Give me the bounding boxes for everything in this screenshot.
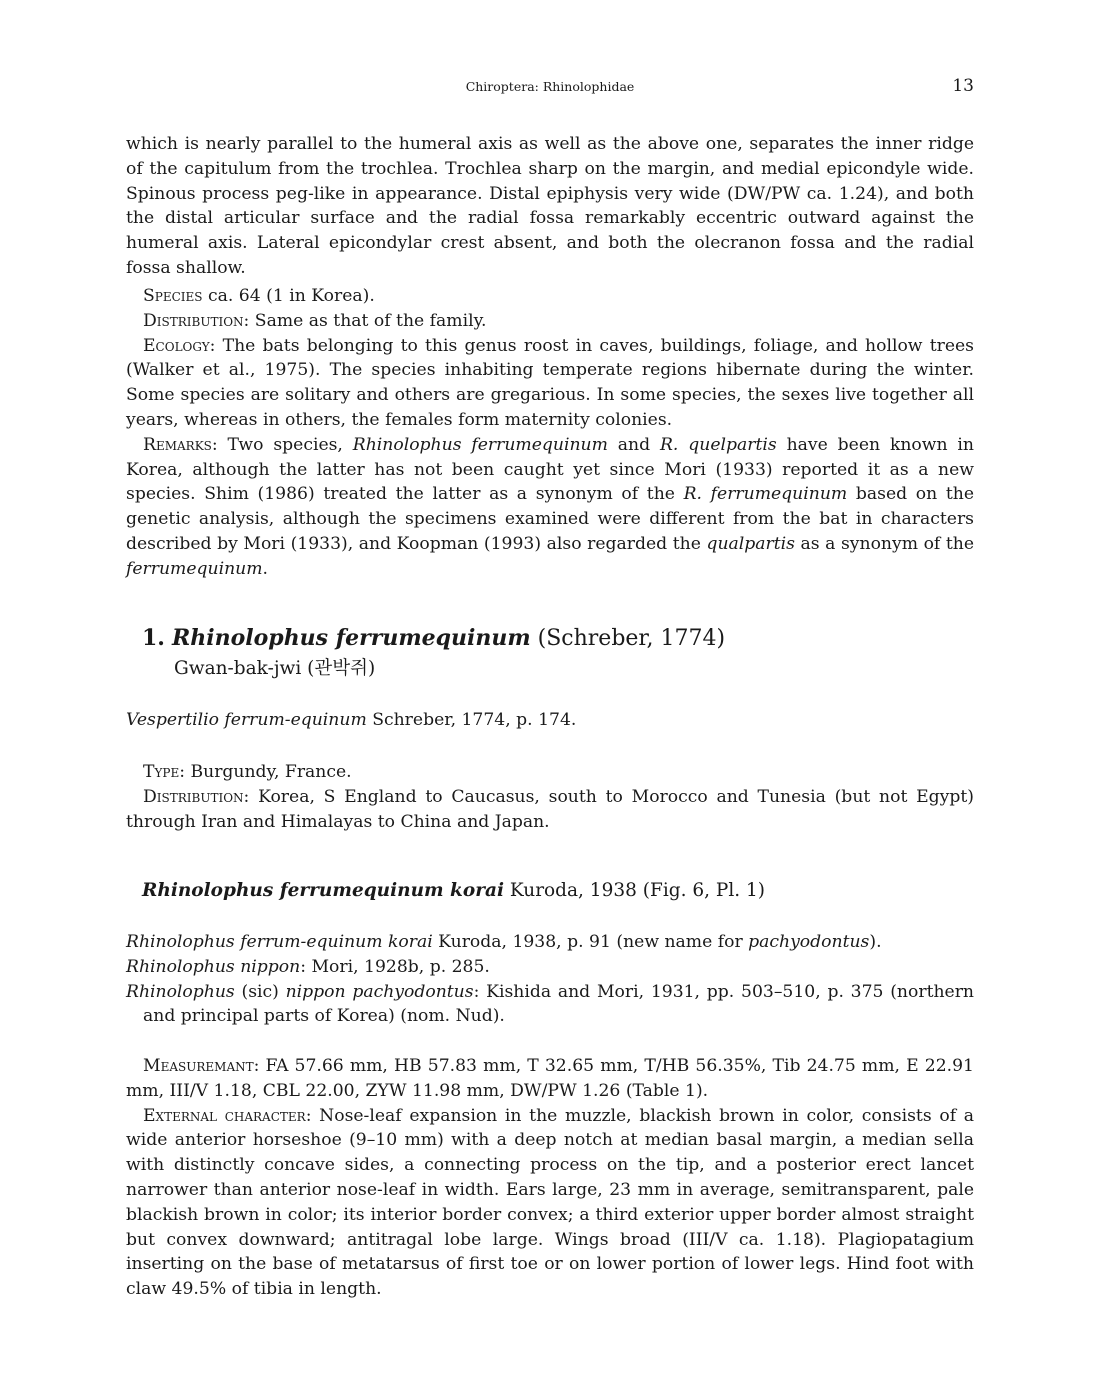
synonym-taxon: Rhinolophus bbox=[126, 981, 235, 1002]
type-text: : Burgundy, France. bbox=[179, 762, 352, 782]
species-distribution-label: Distribution bbox=[143, 786, 244, 807]
synonym-citation: : Kishida and Mori, 1931, pp. 503–510, p. 375 (northern and principal parts of Korea) (nom. Nud). bbox=[143, 981, 974, 1027]
external-character-paragraph bbox=[126, 1104, 974, 1302]
synonym-line bbox=[126, 930, 974, 955]
subspecies-name: Rhinolophus ferrumequinum korai bbox=[142, 880, 504, 901]
species-heading bbox=[142, 623, 982, 654]
species-count-paragraph bbox=[126, 284, 974, 309]
species-notes bbox=[126, 760, 974, 834]
measurement-text: : FA 57.66 mm, HB 57.83 mm, T 32.65 mm, T/HB 56.35%, Tib 24.75 mm, E 22.91 mm, III/V 1.18, CBL 22.00, ZYW 11.98 mm, DW/PW 1.26 (Table 1). bbox=[126, 1056, 974, 1101]
remarks-taxon-2: R. quelpartis bbox=[659, 434, 777, 455]
remarks-taxon-5: ferrumequinum bbox=[126, 558, 263, 579]
synonym-taxon: nippon pachyodontus bbox=[285, 981, 474, 1002]
synonym-taxon: pachyodontus bbox=[748, 932, 870, 952]
subspecies-heading bbox=[142, 878, 765, 904]
synonym-line bbox=[126, 955, 974, 980]
remarks-text-4: based on the genetic analysis, although the specimens examined were different from the bat in characters described by Mori (1933), and Koopman (1993) also regarded the bbox=[126, 484, 975, 554]
species-synonym-citation: Schreber, 1774, p. 174. bbox=[366, 710, 577, 730]
species-synonym-block bbox=[126, 708, 974, 733]
intro-paragraph: which is nearly parallel to the humeral axis as well as the above one, separates the inner ridge of the capitulum from the trochlea. Trochlea sharp on the margin, and medial epicondyle wide. Spinous process peg-like in appearance. Distal epiphysis very wide (DW/PW ca. 1.24), and both the distal articular surface and the radial fossa remarkably eccentric outward against the humeral axis. Lateral epicondylar crest absent, and both the olecranon fossa and the radial fossa shallow. bbox=[126, 134, 974, 278]
synonym-citation: : Mori, 1928b, p. 285. bbox=[300, 956, 490, 977]
running-title: Chiroptera: Rhinolophidae bbox=[465, 79, 635, 94]
running-header bbox=[126, 76, 974, 96]
species-count-text: ca. 64 (1 in Korea). bbox=[202, 286, 375, 306]
species-author: (Schreber, 1774) bbox=[530, 626, 726, 651]
type-paragraph bbox=[126, 760, 974, 785]
genus-distribution-label: Distribution bbox=[143, 310, 244, 331]
intro-paragraph-block bbox=[126, 132, 974, 281]
synonym-citation: (sic) bbox=[234, 981, 286, 1002]
remarks-text-5: as a synonym of the bbox=[794, 533, 974, 554]
measurement-paragraph bbox=[126, 1054, 974, 1104]
species-number: 1. bbox=[142, 625, 165, 651]
external-character-text: : Nose-leaf expansion in the muzzle, blackish brown in color, consists of a wide anterior horseshoe (9–10 mm) with a deep notch at median basal margin, a median sella with distinctly concave sides, a connecting process on the tip, and a posterior erect lancet narrower than anterior nose-leaf in width. Ears large, 23 mm in average, semitransparent, pale blackish brown in color; its interior border convex; a third exterior upper border almost straight but convex downward; antitragal lobe large. Wings broad (III/V ca. 1.18). Plagiopatagium inserting on the base of metatarsus of first toe or on lower portion of lower legs. Hind foot with claw 49.5% of tibia in length. bbox=[126, 1105, 974, 1300]
ecology-text: : The bats belonging to this genus roost in caves, buildings, foliage, and hollow trees (Walker et al., 1975). The species inhabiting temperate regions hibernate during the winter. Some species are solitary and others are gregarious. In some species, the sexes live together all years, whereas in others, the females form maternity colonies. bbox=[126, 335, 974, 430]
genus-distribution-paragraph bbox=[126, 309, 974, 334]
subspecies-author: Kuroda, 1938 (Fig. 6, Pl. 1) bbox=[503, 880, 765, 901]
ecology-label: Ecology bbox=[143, 335, 210, 356]
species-distribution-text: : Korea, S England to Caucasus, south to Morocco and Tunesia (but not Egypt) through Iran and Himalayas to China and Japan. bbox=[126, 786, 974, 832]
remarks-text-2: and bbox=[607, 434, 660, 455]
subspecies-description bbox=[126, 1054, 974, 1302]
remarks-taxon-4: qualpartis bbox=[706, 533, 795, 554]
synonym-taxon: Rhinolophus nippon bbox=[126, 956, 301, 977]
remarks-text-3: have been known in Korea, although the latter has not been caught yet since Mori (1933) reported it as a new species. Shim (1986) treated the latter as a synonym of the bbox=[126, 434, 974, 505]
synonym-citation: Kuroda, 1938, p. 91 (new name for bbox=[432, 932, 749, 952]
genus-notes bbox=[126, 284, 974, 582]
genus-distribution-text: : Same as that of the family. bbox=[243, 310, 487, 331]
remarks-taxon-3: R. ferrumequinum bbox=[683, 484, 848, 505]
species-vernacular-name: Gwan-bak-jwi (관박쥐) bbox=[174, 658, 376, 679]
remarks-text-6: . bbox=[262, 558, 268, 579]
species-name: Rhinolophus ferrumequinum bbox=[171, 625, 531, 651]
measurement-label: Measuremant bbox=[143, 1056, 254, 1076]
ecology-paragraph bbox=[126, 334, 974, 433]
remarks-label: Remarks bbox=[143, 434, 212, 455]
synonym-taxon: Rhinolophus ferrum-equinum korai bbox=[126, 932, 433, 952]
species-distribution-paragraph bbox=[126, 785, 974, 835]
type-label: Type bbox=[143, 762, 180, 782]
page-number: 13 bbox=[952, 76, 974, 96]
remarks-text-1: : Two species, bbox=[211, 434, 353, 455]
subspecies-synonyms bbox=[126, 930, 974, 1029]
external-character-label: External character bbox=[143, 1105, 306, 1126]
species-synonym bbox=[126, 708, 974, 733]
species-label: Species bbox=[143, 286, 203, 306]
synonym-citation: ). bbox=[869, 932, 882, 952]
remarks-taxon-1: Rhinolophus ferrumequinum bbox=[352, 434, 608, 455]
remarks-paragraph bbox=[126, 433, 974, 582]
synonym-line bbox=[126, 980, 974, 1030]
species-synonym-name: Vespertilio ferrum-equinum bbox=[126, 710, 367, 730]
